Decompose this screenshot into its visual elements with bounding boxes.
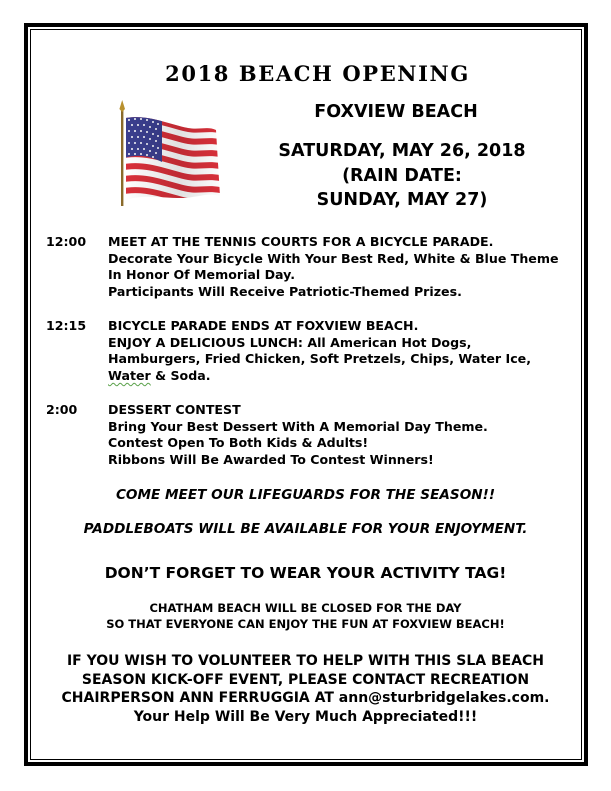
schedule-description [108,318,531,384]
schedule-line: Participants Will Receive Patriotic-Themed Prizes. [108,283,462,299]
schedule-line: In Honor Of Memorial Day. [108,267,295,283]
schedule-line: Contest Open To Both Kids & Adults! [108,435,369,451]
volunteer-thanks: Your Help Will Be Very Much Appreciated!!! [133,708,478,725]
schedule-line: MEET AT THE TENNIS COURTS FOR A BICYCLE PARADE. [108,234,494,249]
schedule-time: 2:00 [46,402,78,417]
schedule-line: DESSERT CONTEST [108,402,241,417]
beach-name: FOXVIEW BEACH [314,102,478,122]
closed-notice-line: CHATHAM BEACH WILL BE CLOSED FOR THE DAY [149,601,462,615]
volunteer-line: SEASON KICK-OFF EVENT, PLEASE CONTACT RECREATION [81,671,530,688]
schedule-line: BICYCLE PARADE ENDS AT FOXVIEW BEACH. [108,318,419,333]
schedule-line: Ribbons Will Be Awarded To Contest Winners! [108,451,434,467]
volunteer-line: IF YOU WISH TO VOLUNTEER TO HELP WITH THIS SLA BEACH [66,653,545,669]
schedule-line: Hamburgers, Fried Chicken, Soft Pretzels, Chips, Water Ice, [108,351,531,367]
flyer-title: 2018 BEACH OPENING [165,61,470,86]
closed-notice-line: SO THAT EVERYONE CAN ENJOY THE FUN AT FOXVIEW BEACH! [106,617,505,631]
event-date [262,139,542,213]
rain-date-line: SUNDAY, MAY 27) [316,190,488,210]
schedule-line-tail: & Soda. [150,367,211,383]
schedule-time: 12:00 [46,234,87,249]
schedule-description [108,402,488,468]
volunteer-contact-line [0,689,611,708]
schedule-time: 12:15 [46,318,87,333]
event-date-line: SATURDAY, MAY 26, 2018 [278,141,526,161]
closed-notice [0,600,611,632]
lifeguards-notice: COME MEET OUR LIFEGUARDS FOR THE SEASON!! [115,487,496,503]
american-flag-icon [108,100,226,208]
schedule-line: ENJOY A DELICIOUS LUNCH: All American Hot Dogs, [108,334,472,350]
grammar-flagged-word[interactable]: Water [108,367,151,383]
schedule-description [108,234,559,300]
paddleboats-notice: PADDLEBOATS WILL BE AVAILABLE FOR YOUR ENJOYMENT. [83,521,528,537]
schedule-line [108,368,531,385]
schedule-line: Decorate Your Bicycle With Your Best Red, White & Blue Theme [108,250,559,266]
contact-prefix: CHAIRPERSON ANN FERRUGGIA AT [61,690,339,706]
contact-email-link[interactable]: ann@sturbridgelakes.com. [338,690,550,706]
volunteer-notice [0,652,611,726]
rain-date-label: (RAIN DATE: [342,165,462,186]
activity-tag-notice: DON’T FORGET TO WEAR YOUR ACTIVITY TAG! [104,564,507,582]
schedule-line: Bring Your Best Dessert With A Memorial Day Theme. [108,418,488,434]
